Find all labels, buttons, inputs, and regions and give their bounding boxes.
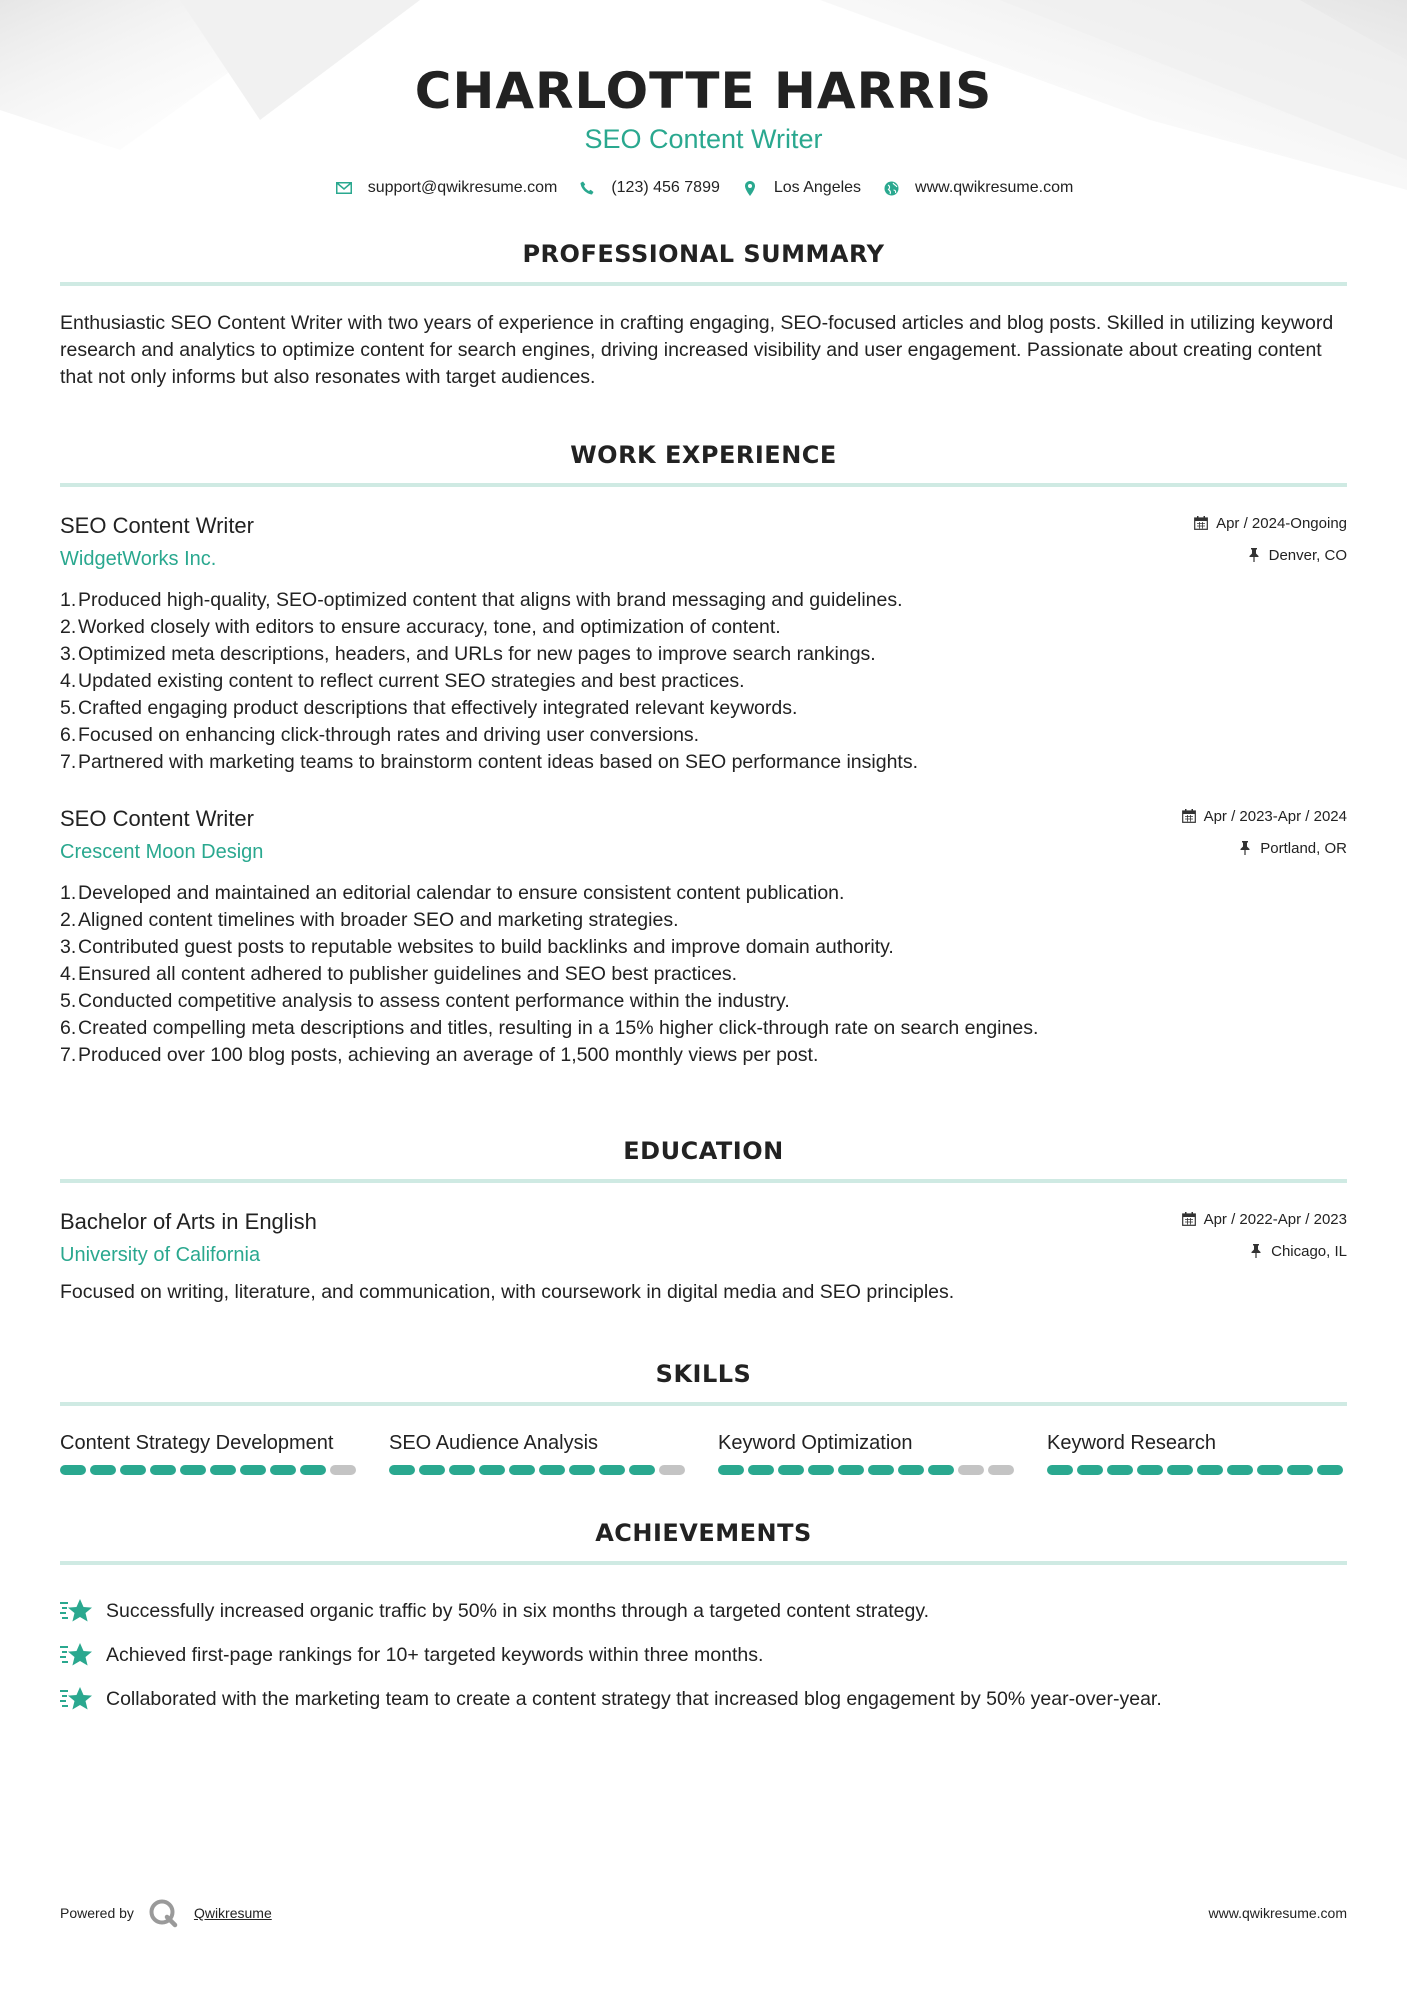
achievement-text: Successfully increased organic traffic by 50% in six months through a targeted content strategy. [106,1599,930,1622]
skill-item [718,1430,1018,1475]
skill-name: Keyword Research [1047,1432,1216,1454]
skill-name: Content Strategy Development [60,1432,334,1454]
job-entry [60,804,1347,1069]
skill-dot-filled [60,1465,86,1475]
contact-bar [60,178,1347,198]
calendar-icon [1180,807,1198,825]
list-item: 4. Ensured all content adhered to publisher guidelines and SEO best practices. [60,963,738,985]
map-pin-icon [740,178,760,198]
skill-dot-filled [90,1465,116,1475]
skill-dot-filled [1077,1465,1103,1475]
skill-item [60,1430,360,1475]
education-dates: Apr / 2022-Apr / 2023 [1203,1210,1347,1228]
education-location: Chicago, IL [1271,1242,1347,1260]
star-icon [60,1597,94,1625]
contact-website[interactable] [881,178,1073,198]
contact-website-text: www.qwikresume.com [915,179,1074,196]
skill-dot-filled [868,1465,894,1475]
contact-location-text: Los Angeles [773,179,862,196]
job-title: SEO Content Writer [60,513,254,538]
experience-heading: WORK EXPERIENCE [570,441,837,469]
candidate-name: CHARLOTTE HARRIS [414,62,993,120]
qwikresume-logo-icon [148,1898,178,1928]
skill-dot-filled [120,1465,146,1475]
job-bullets [60,587,1347,776]
skill-dot-filled [240,1465,266,1475]
calendar-icon [1180,1210,1198,1228]
summary-text: Enthusiastic SEO Content Writer with two years of experience in crafting engaging, SEO-focused articles and blog posts. Skilled in utilizing keyword research and analytics to optimize content for search engines, driving increased visibility and user engagement. Passionate about creating content that not only informs but also resonates with target audiences. [60,312,1334,388]
skill-dot-filled [479,1465,505,1475]
skill-level-meter [1047,1465,1347,1475]
globe-icon [881,178,901,198]
skill-dot-empty [659,1465,685,1475]
qwikresume-link[interactable]: Qwikresume [193,1905,272,1921]
skill-level-meter [389,1465,689,1475]
phone-icon [577,178,597,198]
skill-dot-empty [988,1465,1014,1475]
list-item: 6. Created compelling meta descriptions and titles, resulting in a 15% higher click-through rate on search engines. [60,1017,1039,1039]
list-item: 7. Produced over 100 blog posts, achieving an average of 1,500 monthly views per post. [60,1044,819,1066]
summary-section [60,240,1347,391]
skill-dot-filled [748,1465,774,1475]
list-item: 3. Contributed guest posts to reputable websites to build backlinks and improve domain authority. [60,936,894,958]
skill-dot-filled [150,1465,176,1475]
achievement-text: Collaborated with the marketing team to create a content strategy that increased blog engagement by 50% year-over-year. [106,1687,1162,1710]
skill-item [1047,1430,1347,1475]
list-item: 5. Crafted engaging product descriptions that effectively integrated relevant keywords. [60,697,798,719]
skills-section [60,1360,1347,1475]
experience-section [60,441,1347,1069]
skill-dot-empty [958,1465,984,1475]
page-footer [60,1898,1347,1928]
skill-level-meter [718,1465,1018,1475]
achievements-section [60,1519,1347,1721]
job-dates: Apr / 2023-Apr / 2024 [1203,807,1347,825]
achievement-item [60,1633,1347,1677]
achievement-item [60,1677,1347,1721]
powered-by-label: Powered by [60,1905,134,1921]
skill-dot-filled [509,1465,535,1475]
list-item: 4. Updated existing content to reflect current SEO strategies and best practices. [60,670,745,692]
star-icon [60,1641,94,1669]
pushpin-icon [1236,839,1254,857]
list-item: 2. Worked closely with editors to ensure accuracy, tone, and optimization of content. [60,616,781,638]
list-item: 3. Optimized meta descriptions, headers, and URLs for new pages to improve search rankings. [60,643,876,665]
contact-email-text: support@qwikresume.com [367,179,558,196]
section-divider [60,1179,1347,1183]
achievement-item [60,1589,1347,1633]
skill-dot-filled [1227,1465,1253,1475]
skill-dot-filled [808,1465,834,1475]
skill-dot-filled [1137,1465,1163,1475]
skill-dot-filled [300,1465,326,1475]
school-name: University of California [60,1244,261,1266]
skill-dot-filled [210,1465,236,1475]
list-item: 5. Conducted competitive analysis to assess content performance within the industry. [60,990,790,1012]
pushpin-icon [1247,1242,1265,1260]
job-location: Denver, CO [1268,546,1347,564]
skill-dot-filled [898,1465,924,1475]
candidate-role: SEO Content Writer [584,124,823,154]
list-item: 1. Produced high-quality, SEO-optimized content that aligns with brand messaging and guidelines. [60,589,903,611]
contact-email[interactable] [334,178,558,198]
star-icon [60,1685,94,1713]
contact-location [740,178,861,198]
contact-phone-text: (123) 456 7899 [611,179,720,196]
skill-item [389,1430,689,1475]
skill-dot-filled [539,1465,565,1475]
skill-dot-filled [1197,1465,1223,1475]
skill-dot-filled [1167,1465,1193,1475]
skill-dot-filled [1107,1465,1133,1475]
education-heading: EDUCATION [623,1137,784,1165]
skill-dot-filled [389,1465,415,1475]
section-divider [60,1561,1347,1565]
education-entry [60,1207,1347,1306]
skill-name: SEO Audience Analysis [389,1432,599,1454]
job-dates: Apr / 2024-Ongoing [1216,514,1347,532]
section-divider [60,282,1347,286]
section-divider [60,1402,1347,1406]
education-section [60,1137,1347,1306]
skill-level-meter [60,1465,360,1475]
education-description: Focused on writing, literature, and communication, with coursework in digital media and SEO principles. [60,1281,955,1303]
achievement-text: Achieved first-page rankings for 10+ targeted keywords within three months. [106,1643,764,1666]
skill-dot-filled [718,1465,744,1475]
skill-dot-filled [180,1465,206,1475]
job-title: SEO Content Writer [60,806,254,831]
skill-dot-filled [1317,1465,1343,1475]
skill-name: Keyword Optimization [718,1432,913,1454]
skill-dot-filled [838,1465,864,1475]
skill-dot-filled [928,1465,954,1475]
list-item: 6. Focused on enhancing click-through rates and driving user conversions. [60,724,700,746]
job-entry [60,511,1347,776]
pushpin-icon [1245,546,1263,564]
degree-title: Bachelor of Arts in English [60,1209,317,1234]
mail-icon [334,178,354,198]
list-item: 7. Partnered with marketing teams to brainstorm content ideas based on SEO performance insights. [60,751,919,773]
skill-dot-filled [778,1465,804,1475]
list-item: 1. Developed and maintained an editorial calendar to ensure consistent content publication. [60,882,845,904]
skills-heading: SKILLS [655,1360,752,1388]
skill-dot-filled [1047,1465,1073,1475]
skill-dot-filled [419,1465,445,1475]
summary-heading: PROFESSIONAL SUMMARY [522,240,885,268]
skill-dot-empty [330,1465,356,1475]
contact-phone[interactable] [577,178,720,198]
skills-list [60,1430,1347,1475]
company-name: Crescent Moon Design [60,841,264,863]
calendar-icon [1192,514,1210,532]
skill-dot-filled [629,1465,655,1475]
skill-dot-filled [449,1465,475,1475]
job-bullets [60,880,1347,1069]
job-location: Portland, OR [1260,839,1347,857]
skill-dot-filled [569,1465,595,1475]
skill-dot-filled [1257,1465,1283,1475]
skill-dot-filled [270,1465,296,1475]
section-divider [60,483,1347,487]
skill-dot-filled [1287,1465,1313,1475]
achievements-heading: ACHIEVEMENTS [595,1519,812,1547]
footer-website: www.qwikresume.com [1208,1905,1347,1921]
company-name: WidgetWorks Inc. [60,548,217,570]
resume-header [60,0,1347,198]
list-item: 2. Aligned content timelines with broader SEO and marketing strategies. [60,909,679,931]
skill-dot-filled [599,1465,625,1475]
